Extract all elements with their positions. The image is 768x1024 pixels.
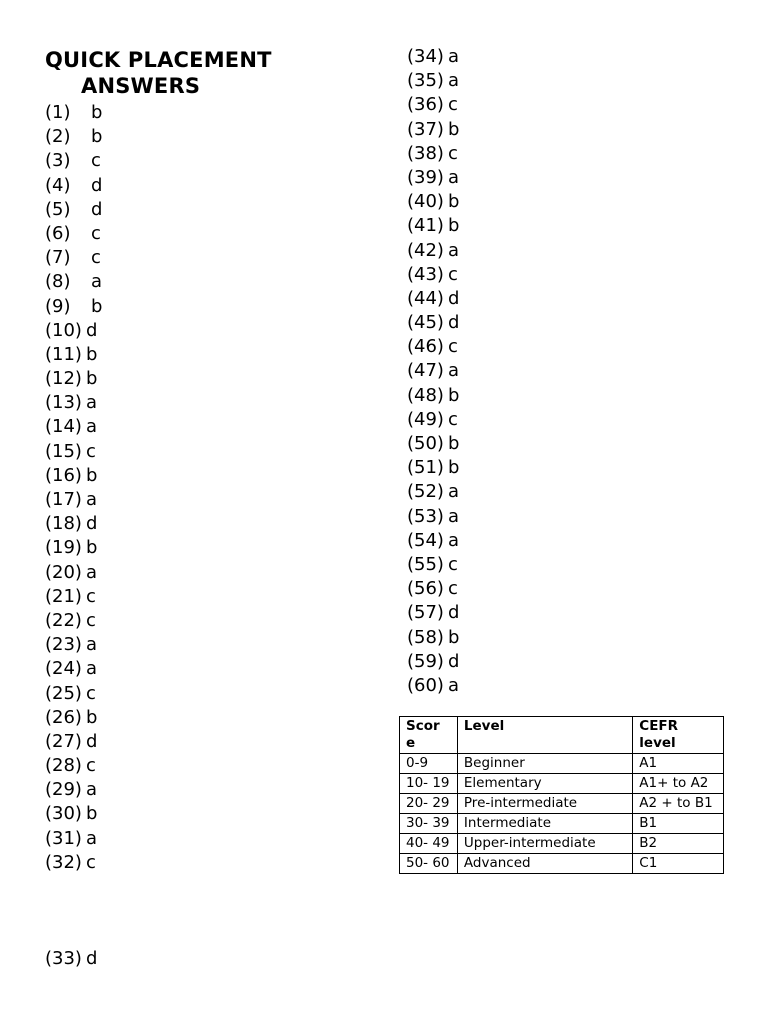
answer-number: (16) [45,464,82,486]
cell-cefr: C1 [633,854,724,874]
answer-number: (29) [45,779,82,801]
answer-item [407,118,459,142]
cell-cefr: B2 [633,834,724,854]
answer-item [45,585,102,609]
answer-item [45,440,102,464]
answer-letter: a [447,46,459,67]
answer-letter: b [447,215,460,237]
cell-score: 20- 29 [400,794,458,814]
answer-letter: b [85,464,98,486]
answer-letter: b [85,706,98,728]
answer-letter: c [91,247,101,269]
answer-number: (27) [45,730,82,752]
answer-letter: d [447,650,460,672]
answer-letter: d [85,513,98,535]
answer-item [407,263,459,287]
answer-number: (34) [407,46,444,67]
answer-number: (21) [45,585,82,607]
answer-number: (25) [45,682,82,704]
answer-number: (33) [45,948,82,969]
answer-letter: d [91,174,103,196]
answer-item [407,93,459,117]
answer-item [45,343,102,367]
answer-letter: c [85,440,96,462]
answer-letter: c [85,755,96,777]
answer-letter: a [447,360,459,382]
answer-letter: a [447,166,459,188]
answer-letter: b [447,433,460,454]
answer-item [45,367,102,391]
answer-letter: b [85,368,98,390]
answer-letter: a [85,416,97,438]
answer-item [407,69,459,93]
answer-letter: c [447,408,458,430]
answer-number: (36) [407,94,444,116]
answer-list-right [407,45,459,698]
answer-letter: c [447,336,458,358]
answer-item [407,384,459,408]
answer-number: (13) [45,392,82,414]
answer-number: (31) [45,827,82,849]
answer-letter: a [85,392,97,414]
level-table-row [400,854,724,874]
answer-letter: a [85,489,97,510]
cell-level: Upper-intermediate [457,834,632,854]
answer-number: (52) [407,481,444,503]
answer-item [45,295,102,319]
level-table-row [400,794,724,814]
title-line-2: ANSWERS [81,74,201,98]
answer-letter: c [447,142,458,164]
answer-number: (43) [407,263,444,285]
answer-number: (44) [407,287,444,309]
answer-letter: c [85,585,96,607]
answer-letter: c [447,263,458,285]
answer-number: (15) [45,440,82,462]
answer-item [45,174,102,198]
answer-item [45,222,102,246]
answer-item [45,561,102,585]
cell-level: Beginner [457,754,632,774]
answer-number: (49) [407,408,444,430]
answer-item [407,601,459,625]
answer-item [407,311,459,335]
answer-number: (23) [45,634,82,656]
answer-number: (20) [45,561,82,583]
answer-letter: b [447,626,460,648]
answer-item [407,529,459,553]
answer-item [45,319,102,343]
answer-item [407,408,459,432]
header-score: Scor e [400,717,458,754]
answer-number: (11) [45,343,82,365]
answer-list-left [45,101,102,875]
answer-number: (40) [407,191,444,213]
answer-number: (8) [45,271,71,293]
answer-number: (2) [45,126,71,148]
answer-number: (60) [407,674,444,696]
answer-letter: b [91,295,103,317]
answer-letter: c [91,150,101,172]
answer-item [45,198,102,222]
answer-item [407,650,459,674]
answer-item [407,456,459,480]
answer-letter: c [447,578,458,600]
answer-number: (19) [45,537,82,559]
answer-item [45,802,102,826]
answer-letter: b [447,118,460,140]
answer-letter: d [85,948,98,969]
answer-number: (6) [45,222,71,244]
answer-letter: d [447,287,460,309]
answer-number: (47) [407,360,444,382]
answer-item [407,214,459,238]
answer-item [45,827,102,851]
answer-number: (41) [407,215,444,237]
answer-letter: c [447,553,458,575]
answer-item [45,609,102,633]
answer-letter: b [447,191,460,213]
cell-score: 40- 49 [400,834,458,854]
level-table [399,716,724,874]
answer-letter: a [85,827,97,849]
answer-number: (39) [407,166,444,188]
answer-number: (12) [45,368,82,390]
answer-number: (59) [407,650,444,672]
answer-letter: d [85,730,98,752]
level-table-row [400,834,724,854]
cell-score: 0-9 [400,754,458,774]
answer-number: (45) [407,312,444,334]
answer-item [45,246,102,270]
answer-number: (22) [45,609,82,631]
answer-number: (7) [45,247,71,269]
answer-number: (28) [45,755,82,777]
answer-item [407,287,459,311]
answer-letter: c [85,682,96,704]
answer-item [45,391,102,415]
answer-number: (14) [45,416,82,438]
cell-cefr: A1 [633,754,724,774]
answer-item [45,536,102,560]
answer-number: (53) [407,505,444,527]
answer-item [45,125,102,149]
answer-number: (17) [45,489,82,510]
level-table-row [400,754,724,774]
answer-item [45,512,102,536]
answer-item [407,359,459,383]
cell-cefr: B1 [633,814,724,834]
answer-item [407,190,459,214]
answer-letter: c [447,94,458,116]
answer-letter: b [85,803,98,825]
answer-letter: a [85,634,97,656]
answer-number: (51) [407,457,444,479]
answer-letter: b [447,457,460,479]
cell-level: Intermediate [457,814,632,834]
answer-number: (32) [45,851,82,873]
cell-score: 50- 60 [400,854,458,874]
answer-item [45,633,102,657]
answer-number: (18) [45,513,82,535]
answer-number: (26) [45,706,82,728]
cell-level: Pre-intermediate [457,794,632,814]
answer-item [45,149,102,173]
answer-letter: b [91,126,103,148]
answer-item [45,101,102,125]
cell-score: 30- 39 [400,814,458,834]
answer-item-33 [45,947,97,971]
answer-item [45,682,102,706]
answer-letter: b [85,343,98,365]
answer-item [45,754,102,778]
answer-item [45,706,102,730]
answer-letter: a [85,561,97,583]
answer-letter: c [85,851,96,873]
cell-score: 10- 19 [400,774,458,794]
answer-letter: d [447,602,460,624]
answer-number: (35) [407,70,444,92]
answer-number: (37) [407,118,444,140]
level-table-row [400,814,724,834]
answer-number: (42) [407,239,444,261]
answer-item [407,142,459,166]
answer-item [407,553,459,577]
cell-level: Advanced [457,854,632,874]
answer-item [45,778,102,802]
answer-number: (54) [407,529,444,551]
answer-letter: d [91,198,103,220]
answer-number: (57) [407,602,444,624]
answer-number: (55) [407,553,444,575]
answer-item [407,335,459,359]
answer-letter: b [85,537,98,559]
level-table-header-row [400,717,724,754]
answer-item [407,239,459,263]
cell-cefr: A1+ to A2 [633,774,724,794]
answer-number: (9) [45,295,71,317]
answer-item [45,488,102,512]
answer-letter: d [447,312,460,334]
answer-number: (56) [407,578,444,600]
answer-number: (38) [407,142,444,164]
answer-number: (48) [407,384,444,406]
answer-number: (46) [407,336,444,358]
answer-letter: a [447,505,459,527]
answer-item [407,577,459,601]
answer-letter: c [91,222,101,244]
answer-number: (1) [45,102,71,123]
answer-letter: a [447,674,459,696]
level-table-row [400,774,724,794]
header-cefr: CEFR level [633,717,724,754]
answer-letter: a [447,529,459,551]
header-level: Level [457,717,632,754]
cell-level: Elementary [457,774,632,794]
answer-letter: c [85,609,96,631]
answer-item [407,505,459,529]
page-title [45,47,305,99]
answer-number: (58) [407,626,444,648]
answer-item [45,657,102,681]
answer-letter: d [85,319,98,341]
answer-number: (4) [45,174,71,196]
answer-letter: a [85,779,97,801]
answer-letter: a [447,481,459,503]
answer-item [407,626,459,650]
answer-item [45,415,102,439]
answer-item [45,851,102,875]
answer-number: (10) [45,319,82,341]
answer-item [407,45,459,69]
answer-letter: b [91,102,103,123]
answer-letter: a [91,271,103,293]
answer-letter: a [447,239,459,261]
answer-number: (24) [45,658,82,680]
answer-letter: b [447,384,460,406]
answer-item [407,166,459,190]
cell-cefr: A2 + to B1 [633,794,724,814]
answer-number: (3) [45,150,71,172]
answer-number: (5) [45,198,71,220]
title-line-1: QUICK PLACEMENT [45,48,272,72]
answer-letter: a [85,658,97,680]
answer-number: (50) [407,433,444,454]
answer-item [407,480,459,504]
answer-number: (30) [45,803,82,825]
answer-item [407,674,459,698]
answer-item [45,270,102,294]
answer-item [45,730,102,754]
answer-item [45,464,102,488]
answer-letter: a [447,70,459,92]
answer-item [407,432,459,456]
